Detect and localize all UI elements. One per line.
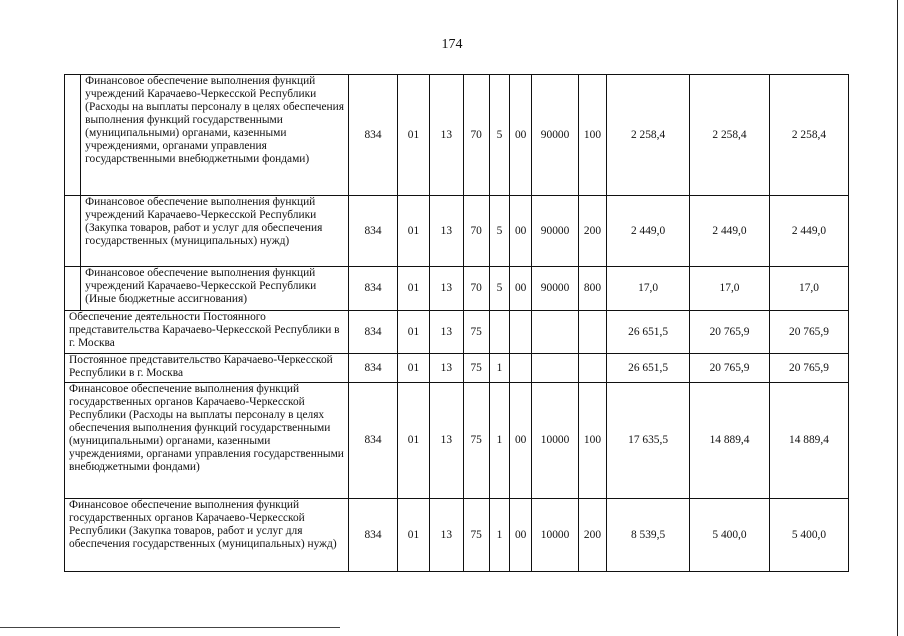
- admin-code: 834: [349, 383, 398, 499]
- row-description: Финансовое обеспечение выполнения функций учреждений Карачаево-Черкесской Республики (Закупка товаров, работ и услуг для обеспечения государственных (муниципальных) нужд): [81, 196, 349, 267]
- admin-code: 834: [349, 196, 398, 267]
- subprogram-code: 1: [489, 354, 509, 383]
- program-code: 70: [463, 196, 489, 267]
- expense-type-code: 100: [578, 383, 606, 499]
- amount-year-1: 2 258,4: [607, 75, 690, 196]
- table-row: [65, 354, 849, 383]
- scan-edge-right: [897, 0, 898, 636]
- admin-code: 834: [349, 75, 398, 196]
- subprogram-code: 5: [489, 75, 509, 196]
- amount-year-2: 14 889,4: [690, 383, 770, 499]
- admin-code: 834: [349, 499, 398, 572]
- row-description: Обеспечение деятельности Постоянного представительства Карачаево-Черкесской Республики в г. Москва: [65, 311, 349, 354]
- table-row: [65, 267, 849, 311]
- table-row: [65, 196, 849, 267]
- subsection-code: 13: [430, 196, 463, 267]
- subprogram-code: [489, 311, 509, 354]
- section-code: 01: [397, 311, 429, 354]
- direction-code: [532, 311, 579, 354]
- amount-year-3: 20 765,9: [769, 311, 848, 354]
- section-code: 01: [397, 267, 429, 311]
- main-event-code: 00: [510, 267, 532, 311]
- direction-code: 10000: [532, 383, 579, 499]
- main-event-code: 00: [510, 383, 532, 499]
- subprogram-code: 1: [489, 383, 509, 499]
- section-code: 01: [397, 354, 429, 383]
- subprogram-code: 5: [489, 267, 509, 311]
- direction-code: 90000: [532, 196, 579, 267]
- subsection-code: 13: [430, 383, 463, 499]
- amount-year-1: 26 651,5: [607, 311, 690, 354]
- expense-type-code: 100: [578, 75, 606, 196]
- program-code: 75: [463, 383, 489, 499]
- section-code: 01: [397, 196, 429, 267]
- main-event-code: [510, 354, 532, 383]
- indent-cell: [65, 267, 81, 311]
- subsection-code: 13: [430, 354, 463, 383]
- row-description: Постоянное представительство Карачаево-Черкесской Республики в г. Москва: [65, 354, 349, 383]
- amount-year-2: 5 400,0: [690, 499, 770, 572]
- program-code: 75: [463, 354, 489, 383]
- amount-year-3: 20 765,9: [769, 354, 848, 383]
- section-code: 01: [397, 75, 429, 196]
- row-description: Финансовое обеспечение выполнения функций учреждений Карачаево-Черкесской Республики (Расходы на выплаты персоналу в целях обеспечения выполнения функций государственными (муниципальными) органами, казенными учреждениями, органами управления государственными внебюджетными фондами): [81, 75, 349, 196]
- amount-year-3: 17,0: [769, 267, 848, 311]
- page-number: 174: [441, 37, 463, 52]
- direction-code: 90000: [532, 267, 579, 311]
- scan-edge-bottom: [0, 627, 340, 628]
- main-event-code: 00: [510, 75, 532, 196]
- expense-type-code: 200: [578, 196, 606, 267]
- subsection-code: 13: [430, 267, 463, 311]
- table-row: [65, 383, 849, 499]
- section-code: 01: [397, 499, 429, 572]
- amount-year-3: 2 258,4: [769, 75, 848, 196]
- amount-year-3: 2 449,0: [769, 196, 848, 267]
- program-code: 75: [463, 499, 489, 572]
- subsection-code: 13: [430, 499, 463, 572]
- row-description: Финансовое обеспечение выполнения функций учреждений Карачаево-Черкесской Республики (Иные бюджетные ассигнования): [81, 267, 349, 311]
- row-description: Финансовое обеспечение выполнения функций государственных органов Карачаево-Черкесской Республики (Закупка товаров, работ и услуг для обеспечения государственных (муниципальных) нужд): [65, 499, 349, 572]
- indent-cell: [65, 196, 81, 267]
- row-description: Финансовое обеспечение выполнения функций государственных органов Карачаево-Черкесской Республики (Расходы на выплаты персоналу в целях обеспечения выполнения функций государственными (муниципальными) органами, казенными учреждениями, органами управления государственными внебюджетными фондами): [65, 383, 349, 499]
- amount-year-1: 2 449,0: [607, 196, 690, 267]
- table-row: [65, 499, 849, 572]
- amount-year-2: 20 765,9: [690, 354, 770, 383]
- main-event-code: 00: [510, 499, 532, 572]
- direction-code: [532, 354, 579, 383]
- expense-type-code: [578, 354, 606, 383]
- direction-code: 90000: [532, 75, 579, 196]
- program-code: 70: [463, 267, 489, 311]
- amount-year-1: 17 635,5: [607, 383, 690, 499]
- amount-year-3: 5 400,0: [769, 499, 848, 572]
- expense-type-code: [578, 311, 606, 354]
- amount-year-3: 14 889,4: [769, 383, 848, 499]
- expense-type-code: 800: [578, 267, 606, 311]
- amount-year-2: 2 449,0: [690, 196, 770, 267]
- subprogram-code: 5: [489, 196, 509, 267]
- expense-type-code: 200: [578, 499, 606, 572]
- amount-year-1: 17,0: [607, 267, 690, 311]
- amount-year-1: 8 539,5: [607, 499, 690, 572]
- subsection-code: 13: [430, 311, 463, 354]
- subsection-code: 13: [430, 75, 463, 196]
- table-row: [65, 75, 849, 196]
- main-event-code: 00: [510, 196, 532, 267]
- admin-code: 834: [349, 311, 398, 354]
- subprogram-code: 1: [489, 499, 509, 572]
- budget-table: [64, 74, 849, 572]
- amount-year-2: 17,0: [690, 267, 770, 311]
- amount-year-2: 2 258,4: [690, 75, 770, 196]
- indent-cell: [65, 75, 81, 196]
- section-code: 01: [397, 383, 429, 499]
- admin-code: 834: [349, 354, 398, 383]
- program-code: 70: [463, 75, 489, 196]
- table-row: [65, 311, 849, 354]
- admin-code: 834: [349, 267, 398, 311]
- amount-year-2: 20 765,9: [690, 311, 770, 354]
- amount-year-1: 26 651,5: [607, 354, 690, 383]
- program-code: 75: [463, 311, 489, 354]
- direction-code: 10000: [532, 499, 579, 572]
- main-event-code: [510, 311, 532, 354]
